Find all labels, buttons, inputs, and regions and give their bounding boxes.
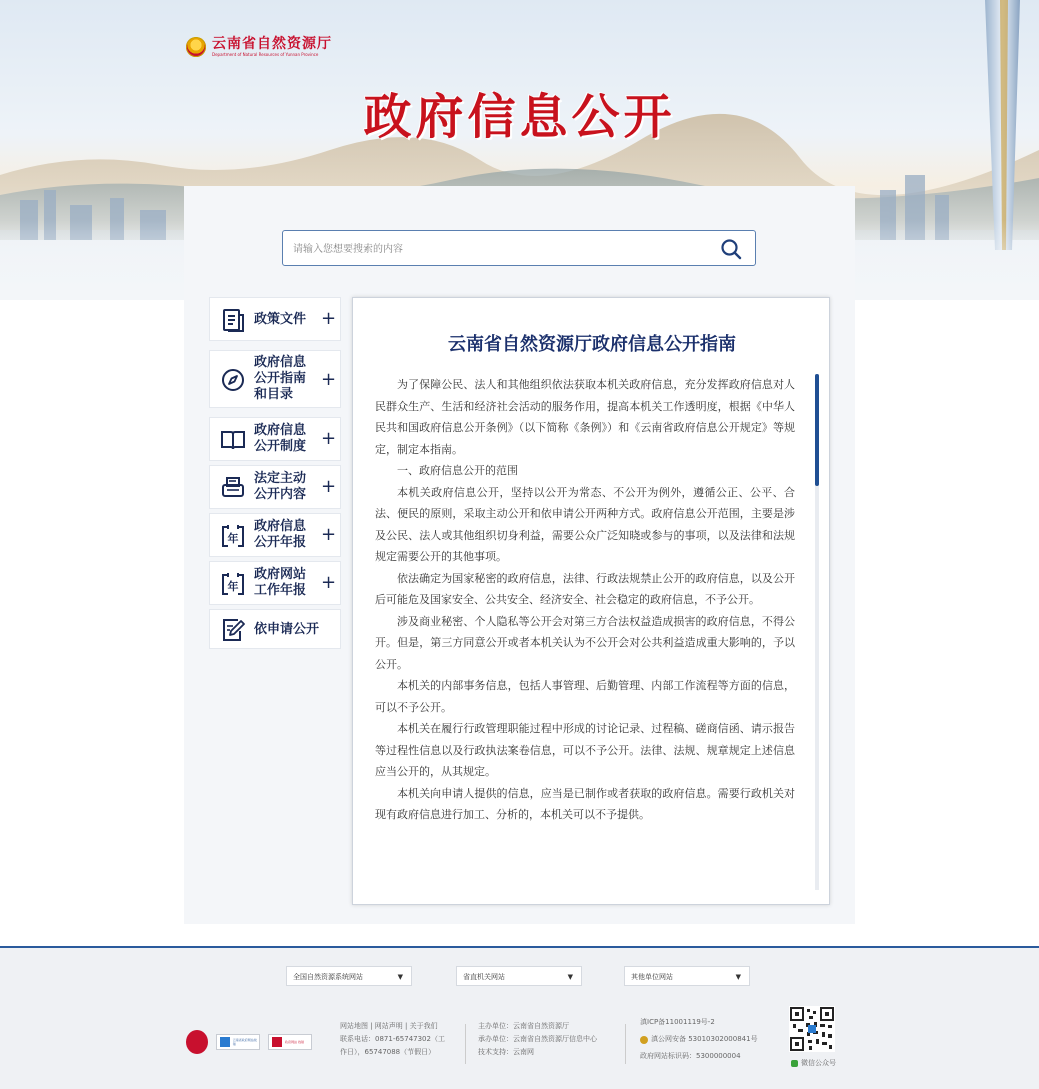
sidebar-item-label: 政策文件 [254,312,307,327]
site-logo[interactable] [186,36,332,57]
sidebar-item-label: 政府信息 公开制度 [254,423,307,454]
dropdown-arrow-icon: ▼ [567,973,573,981]
search-icon[interactable] [719,237,743,261]
compass-icon [220,367,246,393]
article-paragraph: 依法确定为国家秘密的政府信息，法律、行政法规禁止公开的政府信息，以及公开后可能危及国家安全、公共安全、经济安全、社会稳定的政府信息，不予公开。 [375,571,795,606]
footer-tech: 技术支持：云南网 [478,1048,534,1056]
select-value: 省直机关网站 [463,973,505,981]
footer-contact-1: 联系电话：0871-65747302（工 [340,1035,445,1043]
wechat-qr-code [789,1006,835,1052]
footer-host: 主办单位：云南省自然资源厅 [478,1022,569,1030]
provincial-sites-select[interactable] [456,966,582,986]
year-glyph: 年 [227,580,239,593]
dropdown-arrow-icon: ▼ [397,973,403,981]
org-name-en: Department of Natural Resources of Yunnan Province [212,52,319,57]
badge-text: 云南省政府网站找错 [232,1038,257,1046]
article-paragraph: 本机关的内部事务信息，包括人事管理、后勤管理、内部工作流程等方面的信息，可以不予公开。 [375,679,795,714]
footer-links-col [340,1020,445,1059]
expand-plus-icon[interactable]: + [321,572,337,593]
national-sites-select[interactable] [286,966,412,986]
sidebar-item-guide-catalog[interactable] [209,350,341,408]
year-glyph: 年 [227,532,239,545]
icp-record[interactable]: 滇ICP备11001119号-2 [640,1018,715,1026]
calendar-year-icon [220,523,246,549]
footer-contact-2: 作日），65747088（节假日） [340,1048,436,1056]
footer-divider [465,1024,466,1064]
other-sites-select[interactable] [624,966,750,986]
content-card [352,297,830,905]
expand-plus-icon[interactable]: + [321,476,337,497]
sidebar-item-policy-docs[interactable] [209,297,341,341]
article-paragraph: 涉及商业秘密、个人隐私等公开会对第三方合法权益造成损害的政府信息，不得公开。但是，第三方同意公开或者本机关认为不公开会对公共利益造成重大影响的，予以公开。 [375,614,795,671]
footer-badges [186,1030,312,1054]
sidebar-item-statutory-content[interactable] [209,465,341,509]
edit-icon [220,617,246,643]
site-code: 政府网站标识码：5300000004 [640,1052,741,1060]
wechat-label: 微信公众号 [801,1059,836,1067]
article-body [375,374,795,894]
site-footer [0,946,1039,1089]
printer-icon [220,475,246,501]
article-paragraph: 为了保障公民、法人和其他组织依法获取本机关政府信息，充分发挥政府信息对人民群众生产、生活和经济社会活动的服务作用，提高本机关工作透明度，根据《中华人民共和国政府信息公开条例》（以下简称《条例》）和《云南省政府信息公开规定》等规定，制定本指南。 [375,378,795,456]
expand-plus-icon[interactable]: + [321,428,337,449]
gov-website-badge[interactable] [268,1034,312,1050]
sidebar-item-website-report[interactable] [209,561,341,605]
main-panel [184,186,855,924]
error-report-badge[interactable] [216,1034,260,1050]
expand-plus-icon[interactable]: + [321,369,337,390]
article-paragraph: 本机关在履行行政管理职能过程中形成的讨论记录、过程稿、磋商信函、请示报告等过程性信息以及行政执法案卷信息，可以不予公开。法律、法规、规章规定上述信息应当公开的，从其规定。 [375,722,795,778]
document-icon [220,307,246,333]
police-badge-icon [640,1036,648,1044]
wechat-icon [791,1060,798,1067]
footer-links[interactable]: 网站地图 | 网站声明 | 关于我们 [340,1022,438,1030]
party-gov-badge[interactable] [186,1030,208,1054]
search-input[interactable] [291,237,705,261]
sidebar-item-on-request[interactable] [209,609,341,649]
badge-square-icon [272,1037,282,1047]
sidebar-item-label: 法定主动 公开内容 [254,471,307,502]
badge-square-icon [220,1037,230,1047]
article-paragraph: 本机关政府信息公开，坚持以公开为常态、不公开为例外，遵循公正、公平、合法、便民的原则，采取主动公开和依申请公开两种方式。政府信息公开范围，主要是涉及公民、法人或其他组织切身利益，需要公众广泛知晓或参与的事项，以及法律和法规规定需要公开的其他事项。 [375,485,795,563]
qr-code-icon [789,1006,835,1052]
police-record[interactable]: 滇公网安备 53010302000841号 [651,1035,758,1043]
footer-record-col [640,1014,758,1065]
scrollbar-thumb[interactable] [815,374,819,486]
national-emblem-icon [186,37,206,57]
expand-plus-icon[interactable]: + [321,524,337,545]
article-scrollbar[interactable] [815,374,819,890]
badge-text: 政府网站 找错 [285,1040,304,1044]
sidebar-item-label: 政府信息 公开年报 [254,519,307,550]
article-paragraph: 本机关向申请人提供的信息，应当是已制作或者获取的政府信息。需要行政机关对现有政府信息进行加工、分析的，本机关可以不予提供。 [375,786,795,821]
select-value: 其他单位网站 [631,973,673,981]
book-icon [220,427,246,453]
footer-divider [625,1024,626,1064]
wechat-label-row [791,1058,836,1068]
page-title: 政府信息公开 [363,89,676,145]
sidebar-item-annual-report[interactable] [209,513,341,557]
article-title: 云南省自然资源厅政府信息公开指南 [448,334,736,355]
org-name: 云南省自然资源厅 [212,36,332,52]
calendar-year-icon [220,571,246,597]
select-value: 全国自然资源系统网站 [293,973,363,981]
article-section-heading: 一、政府信息公开的范围 [397,464,518,477]
sidebar-item-label: 政府信息 公开指南 和目录 [254,355,307,402]
search-bar [282,230,756,266]
sidebar-item-label: 政府网站 工作年报 [254,567,307,598]
expand-plus-icon[interactable]: + [321,308,337,329]
sidebar-item-label: 依申请公开 [254,622,320,637]
footer-operator: 承办单位：云南省自然资源厅信息中心 [478,1035,597,1043]
dropdown-arrow-icon: ▼ [735,973,741,981]
footer-host-col [478,1020,597,1059]
sidebar-item-disclosure-system[interactable] [209,417,341,461]
